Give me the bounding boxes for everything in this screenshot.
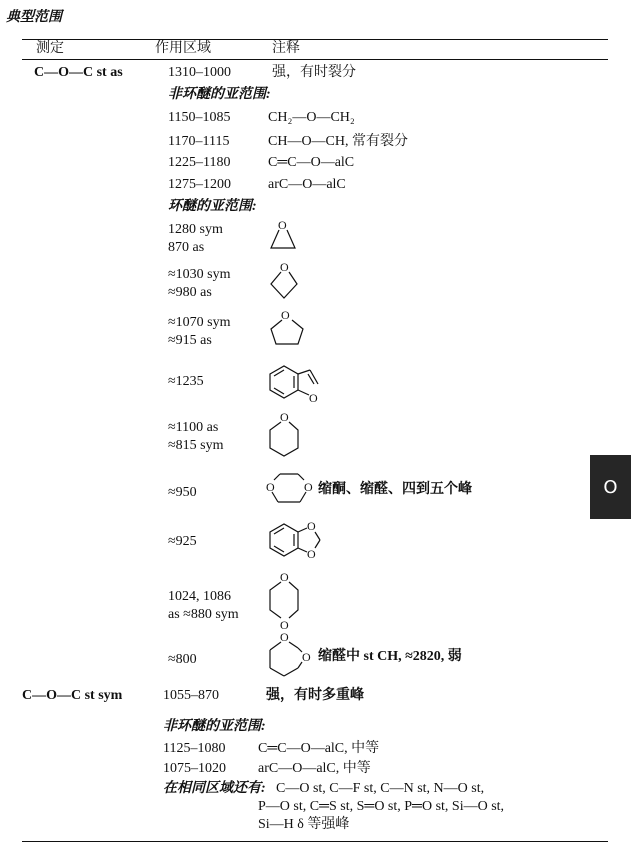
also-line: Si—H δ 等强峰	[258, 817, 350, 832]
oxetane-ring-icon	[268, 260, 304, 302]
header-note: 注释	[272, 41, 300, 56]
cyclic-range: ≈1070 sym	[168, 315, 231, 330]
ring-oxygen: O	[304, 480, 313, 494]
acyclic-group: arC—O—alC	[268, 177, 346, 192]
row1-acyclic-heading: 非环醚的亚范围:	[168, 87, 271, 102]
tetrahydropyran-ring-icon	[266, 410, 306, 460]
ring-oxygen: O	[307, 519, 316, 533]
ring-oxygen: O	[278, 218, 287, 232]
acyclic-group: arC—O—alC, 中等	[258, 761, 371, 776]
header-top-rule	[22, 39, 608, 40]
benzodioxole-ring-icon	[265, 516, 335, 566]
header-region: 作用区域	[155, 41, 211, 56]
also-line: P—O st, C═S st, S═O st, P═O st, Si—O st,	[258, 799, 505, 814]
cyclic-range: 870 as	[168, 240, 205, 255]
cyclic-range: ≈815 sym	[168, 438, 224, 453]
ring-oxygen: O	[280, 570, 289, 584]
cyclic-range: 1280 sym	[168, 222, 223, 237]
ring-oxygen: O	[309, 391, 318, 405]
tetrahydrofuran-ring-icon	[268, 308, 308, 348]
side-section-tab: O	[590, 455, 631, 519]
acyclic-group: C═C—O—alC, 中等	[258, 741, 380, 756]
row2-acyclic-heading: 非环醚的亚范围:	[163, 719, 266, 734]
row1-label: C—O—C st as	[34, 65, 123, 80]
ring-oxygen: O	[307, 547, 316, 561]
ring-oxygen: O	[281, 308, 290, 322]
acyclic-range: 1170–1115	[168, 134, 230, 149]
cyclic-range: ≈1100 as	[168, 420, 219, 435]
dioxolane-ring-icon	[262, 470, 318, 508]
ring-oxygen: O	[280, 618, 289, 632]
acyclic-range: 1275–1200	[168, 177, 231, 192]
row2-range: 1055–870	[163, 688, 219, 703]
cyclic-note: 缩酮、缩醛、四到五个峰	[318, 482, 472, 497]
also-line: C—O st, C—F st, C—N st, N—O st,	[276, 781, 485, 796]
benzofuran-ring-icon	[265, 360, 335, 408]
acyclic-range: 1125–1080	[163, 741, 226, 756]
header-bottom-rule	[22, 59, 608, 60]
row2-note: 强，有时多重峰	[266, 688, 364, 703]
header-measure: 测定	[36, 41, 64, 56]
1-4-dioxane-ring-icon	[266, 570, 306, 632]
cyclic-range: as ≈880 sym	[168, 607, 239, 622]
cyclic-range: ≈925	[168, 534, 197, 549]
cyclic-range: ≈915 as	[168, 333, 212, 348]
row1-cyclic-heading: 环醚的亚范围:	[168, 199, 257, 214]
table-bottom-rule	[22, 841, 608, 842]
ring-oxygen: O	[280, 410, 289, 424]
cyclic-range: ≈800	[168, 652, 197, 667]
ring-oxygen: O	[266, 480, 275, 494]
cyclic-range: ≈950	[168, 485, 197, 500]
page-title: 典型范围	[6, 9, 62, 25]
cyclic-range: ≈1235	[168, 374, 204, 389]
row1-range: 1310–1000	[168, 65, 231, 80]
oxirane-ring-icon	[268, 218, 300, 254]
cyclic-range: ≈980 as	[168, 285, 212, 300]
1-3-dioxane-ring-icon	[264, 630, 320, 680]
cyclic-note: 缩醛中 st CH, ≈2820, 弱	[318, 649, 462, 664]
ring-oxygen: O	[280, 260, 289, 274]
cyclic-range: 1024, 1086	[168, 589, 231, 604]
acyclic-group: C═C—O—alC	[268, 155, 355, 170]
row2-also-heading: 在相同区域还有:	[163, 781, 266, 796]
row2-label: C—O—C st sym	[22, 688, 123, 703]
ring-oxygen: O	[280, 630, 289, 644]
acyclic-group: CH—O—CH, 常有裂分	[268, 134, 409, 149]
acyclic-range: 1150–1085	[168, 110, 231, 125]
cyclic-range: ≈1030 sym	[168, 267, 231, 282]
acyclic-group: CH₂—O—CH₂	[268, 110, 355, 125]
acyclic-range: 1075–1020	[163, 761, 226, 776]
ring-oxygen: O	[302, 650, 311, 664]
row1-note: 强，有时裂分	[272, 65, 356, 80]
acyclic-range: 1225–1180	[168, 155, 231, 170]
